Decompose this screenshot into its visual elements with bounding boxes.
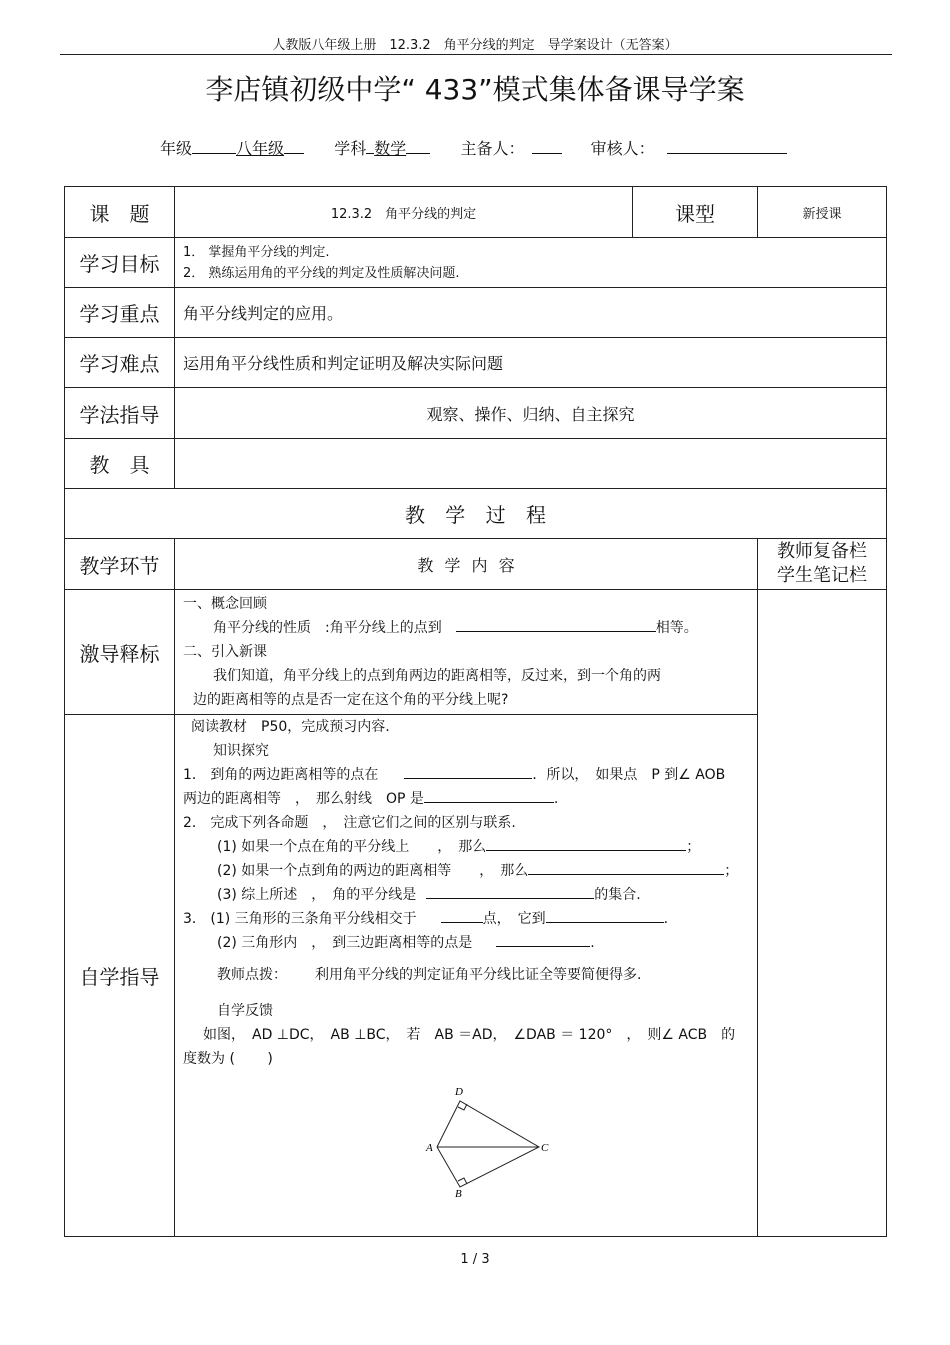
q1a-text: 1． 到角的两边距离相等的点在 xyxy=(183,767,379,783)
q2-2-text: (2) 如果一个点到角的两边的距离相等 ， 那么 xyxy=(217,863,529,879)
quadrilateral-ABCD xyxy=(437,1101,539,1187)
property-line xyxy=(183,616,747,640)
grade-blank-2 xyxy=(284,139,304,154)
question-2: 2． 完成下列各命题 ， 注意它们之间的区别与联系. xyxy=(183,815,516,831)
question-2-3 xyxy=(183,883,747,907)
question-3-2: (2) 三角形内 ， 到三边距离相等的点是 . xyxy=(217,935,595,951)
objective-item: 2． 熟练运用角的平分线的判定及性质解决问题. xyxy=(183,265,460,281)
grade-label: 年级 xyxy=(160,139,193,158)
teacher-tip xyxy=(183,963,747,987)
q2-1-text: (1) 如果一个点在角的平分线上 ， 那么 xyxy=(217,839,487,855)
notes-header xyxy=(758,539,887,590)
subject-blank-2 xyxy=(406,139,430,154)
q1c-text: 两边的距离相等 ， 那么射线 OP 是 xyxy=(183,791,424,807)
tip-text: 利用角平分线的判定证角平分线比证全等要简便得多. xyxy=(315,967,642,983)
intro-text-1: 我们知道，角平分线上的点到角两边的距离相等，反过来，到一个角的两 xyxy=(213,668,661,684)
teacher-notes-header: 教师复备栏 xyxy=(777,541,867,562)
right-angle-B xyxy=(458,1178,467,1184)
grade-value: 八年级 xyxy=(236,139,285,158)
difficulty-value: 运用角平分线性质和判定证明及解决实际问题 xyxy=(175,338,887,388)
key-row xyxy=(65,288,887,338)
column-header-row xyxy=(65,539,887,590)
tools-value xyxy=(175,439,887,489)
q3-2-blank xyxy=(496,933,590,947)
q2-3-blank xyxy=(426,885,594,899)
method-label: 学法指导 xyxy=(65,388,175,439)
difficulty-label: 学习难点 xyxy=(65,338,175,388)
method-value: 观察、操作、归纳、自主探究 xyxy=(175,388,887,439)
q3-1-mid: 点， 它到 xyxy=(482,911,546,927)
type-value: 新授课 xyxy=(758,187,887,238)
q3-1-blank-a xyxy=(441,909,483,923)
content-header: 教 学 内 容 xyxy=(175,539,758,590)
info-line xyxy=(160,136,787,159)
problem-line-2: 度数为 ( ) xyxy=(183,1051,273,1067)
q2-2-blank xyxy=(528,861,724,875)
question-3-1: 3． (1) 三角形的三条角平分线相交于 点， 它到 . xyxy=(183,911,669,927)
grade-blank xyxy=(192,139,236,154)
difficulty-row xyxy=(65,338,887,388)
subject-blank xyxy=(366,139,374,154)
objectives-row xyxy=(65,238,887,288)
header-rule xyxy=(60,54,892,55)
lesson-plan-table xyxy=(64,186,887,1237)
tip-label: 教师点拨： xyxy=(217,967,287,983)
document-title: 李店镇初级中学“ 433”模式集体备课导学案 xyxy=(205,73,745,106)
section2-content xyxy=(175,715,758,1237)
student-notes-header: 学生笔记栏 xyxy=(777,565,867,586)
stage-header: 教学环节 xyxy=(65,539,175,590)
question-1c: 两边的距离相等 ， 那么射线 OP 是 . xyxy=(183,791,559,807)
section1-row xyxy=(65,590,887,715)
process-title-row xyxy=(65,489,887,539)
preparer-blank xyxy=(532,139,562,154)
q1b-text: ．所以， 如果点 P 到∠ AOB xyxy=(532,767,726,783)
read-instruction: 阅读教材 P50，完成预习内容. xyxy=(191,719,390,735)
intro-heading: 二、引入新课 xyxy=(183,644,267,660)
q2-3-text: (3) 综上所述 ， 角的平分线是 xyxy=(217,887,417,903)
topic-label: 课 题 xyxy=(65,187,175,238)
topic-value: 12.3.2 角平分线的判定 xyxy=(175,187,633,238)
page-number: 1 / 3 xyxy=(460,1252,490,1267)
tools-row xyxy=(65,439,887,489)
explore-heading: 知识探究 xyxy=(213,743,269,759)
objective-item: 1． 掌握角平分线的判定. xyxy=(183,244,330,260)
intro-text-2: 边的距离相等的点是否一定在这个角的平分线上呢? xyxy=(193,692,509,708)
objectives-label: 学习目标 xyxy=(65,238,175,288)
feedback-heading: 自学反馈 xyxy=(217,1003,273,1019)
reviewer-label: 审核人： xyxy=(590,139,655,158)
right-angle-D xyxy=(458,1104,467,1110)
review-heading: 一、概念回顾 xyxy=(183,596,267,612)
question-2-2: (2) 如果一个点到角的两边的距离相等 ， 那么 ； xyxy=(217,863,739,879)
q2-3-end: 的集合. xyxy=(594,887,641,903)
method-row xyxy=(65,388,887,439)
q1c-blank xyxy=(424,789,554,803)
type-label: 课型 xyxy=(633,187,758,238)
question-1a xyxy=(183,763,747,787)
reviewer-blank xyxy=(667,139,787,154)
objectives-cell xyxy=(175,238,887,288)
running-header: 人教版八年级上册 12.3.2 角平分线的判定 导学案设计（无答案） xyxy=(272,38,678,53)
property-blank xyxy=(456,618,656,632)
geometry-figure xyxy=(417,1081,557,1197)
label-C: C xyxy=(541,1142,549,1154)
subject-label: 学科 xyxy=(334,139,367,158)
subject-value: 数学 xyxy=(374,139,407,158)
section1-label: 激导释标 xyxy=(65,590,175,715)
topic-row xyxy=(65,187,887,238)
notes-column xyxy=(758,590,887,1237)
property-end: 相等。 xyxy=(655,620,698,636)
tools-label: 教 具 xyxy=(65,439,175,489)
section1-content xyxy=(175,590,758,715)
q2-1-blank xyxy=(486,837,686,851)
q3-1-blank-b xyxy=(546,909,664,923)
problem-line-1: 如图， AD ⊥DC， AB ⊥BC， 若 AB ＝AD， ∠DAB ＝ 120° ， 则∠ ACB 的 xyxy=(203,1027,736,1043)
key-label: 学习重点 xyxy=(65,288,175,338)
preparer-label: 主备人： xyxy=(460,139,525,158)
label-D: D xyxy=(455,1086,463,1098)
label-A: A xyxy=(426,1142,433,1154)
section2-label: 自学指导 xyxy=(65,715,175,1237)
q3-2-text: (2) 三角形内 ， 到三边距离相等的点是 xyxy=(217,935,473,951)
q3-1-text: 3． (1) 三角形的三条角平分线相交于 xyxy=(183,911,417,927)
question-2-1: (1) 如果一个点在角的平分线上 ， 那么 ； xyxy=(217,839,701,855)
property-text: 角平分线的性质 :角平分线上的点到 xyxy=(213,620,442,636)
key-value: 角平分线判定的应用。 xyxy=(175,288,887,338)
process-title: 教 学 过 程 xyxy=(65,489,887,539)
label-B: B xyxy=(455,1188,462,1197)
q1a-blank xyxy=(404,765,532,779)
